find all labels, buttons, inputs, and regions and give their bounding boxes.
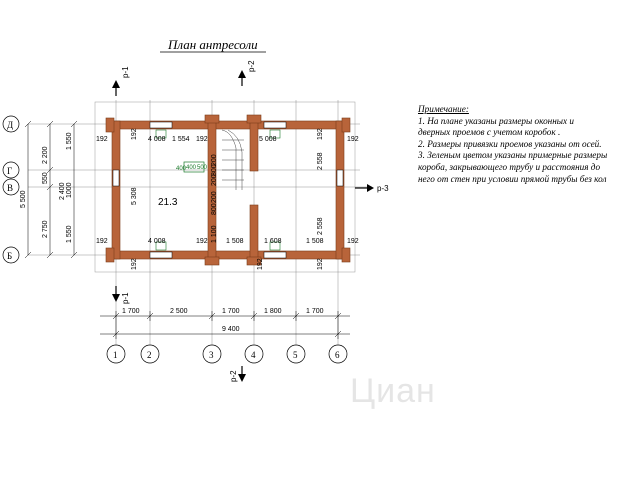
dim-192-r2: 192 <box>317 258 324 270</box>
left-outer-dim: 5 500 <box>20 190 27 208</box>
bottom-dim-total: 9 400 <box>222 326 240 333</box>
left-sub-2400: 2 400 <box>59 182 66 200</box>
green-dim-400: 400 <box>176 166 187 172</box>
dim-bot-win3: 1 608 <box>264 238 282 245</box>
bottom-dim-1: 1 700 <box>122 308 140 315</box>
green-dim-500: 500 <box>197 165 208 171</box>
axis-label-4: 4 <box>251 350 256 360</box>
section-p1-bottom: р-1 <box>121 292 130 304</box>
section-p2-bottom: р-2 <box>229 370 238 382</box>
stair-dim-5: 200 <box>211 191 218 203</box>
axis-label-d: Д <box>7 120 14 130</box>
dim-192-tl: 192 <box>96 136 108 143</box>
left-dim-550: 550 <box>42 172 49 184</box>
axis-label-g: Г <box>7 166 13 176</box>
stair-dim-3: 200 <box>211 154 218 166</box>
stair-dim-6: 1 100 <box>211 225 218 243</box>
bottom-dim-2: 2 500 <box>170 308 188 315</box>
green-dim-400b: 400 <box>186 165 197 171</box>
dim-bot-win1: 4 008 <box>148 238 166 245</box>
dim-192-tr: 192 <box>347 136 359 143</box>
dim-top-win2: 5 008 <box>259 136 277 143</box>
left-sub-1550a: 1 550 <box>66 132 73 150</box>
dim-192-v1: 192 <box>131 128 138 140</box>
dim-top-win1b: 1 554 <box>172 136 190 143</box>
notes-line-2: дверных проемов с учетом коробок . <box>418 127 561 138</box>
notes-line-3: 2. Размеры привязки проемов указаны от осей. <box>418 138 602 149</box>
bottom-dim-5: 1 700 <box>306 308 324 315</box>
stair-dim-1: 200 <box>211 174 218 186</box>
left-dim-2750: 2 750 <box>42 220 49 238</box>
axis-label-b: Б <box>7 251 13 261</box>
notes-block <box>418 104 640 185</box>
notes-line-1: 1. На плане указаны размеры оконных и <box>418 115 574 126</box>
axis-label-v: В <box>7 183 14 193</box>
notes-heading: Примечание: <box>418 104 469 114</box>
dim-inner-5308: 5 308 <box>131 187 138 205</box>
stair-dim-2: 800 <box>211 164 218 176</box>
dim-192-br: 192 <box>347 238 359 245</box>
dim-192-r1: 192 <box>317 128 324 140</box>
dim-bot-win2: 1 508 <box>226 238 244 245</box>
notes-line-6: него от стен при условии прямой трубы без кол <box>418 173 607 184</box>
left-sub-1000: 1000 <box>66 182 73 198</box>
axis-label-1: 1 <box>113 350 118 360</box>
dim-top-win1: 4 008 <box>148 136 166 143</box>
axis-label-6: 6 <box>335 350 340 360</box>
plan-title: План антресоли <box>168 37 258 52</box>
section-p3: р-3 <box>377 184 389 193</box>
dim-192-bl: 192 <box>96 238 108 245</box>
dim-right-2558a: 2 558 <box>317 152 324 170</box>
section-p2-top: р-2 <box>247 60 256 72</box>
dim-192-s1: 192 <box>257 258 264 270</box>
bottom-dim-3: 1 700 <box>222 308 240 315</box>
dim-192-bm: 192 <box>196 238 208 245</box>
room-area: 21.3 <box>158 197 178 208</box>
dim-192-v2: 192 <box>131 258 138 270</box>
notes-line-4: 3. Зеленым цветом указаны примерные размеры <box>418 150 608 161</box>
bottom-dim-4: 1 800 <box>264 308 282 315</box>
left-dim-2200: 2 200 <box>42 146 49 164</box>
dim-bot-win4: 1 508 <box>306 238 324 245</box>
dim-192-tm: 192 <box>196 136 208 143</box>
axis-label-2: 2 <box>147 350 152 360</box>
stair-dim-4: 800 <box>211 203 218 215</box>
watermark: Циан <box>350 372 436 410</box>
notes-line-5: короба, закрывающего трубу и расстояния до <box>418 161 601 172</box>
axis-label-5: 5 <box>293 350 298 360</box>
left-sub-1550b: 1 550 <box>66 225 73 243</box>
dim-right-2558b: 2 558 <box>317 217 324 235</box>
axis-label-3: 3 <box>209 350 214 360</box>
section-p1-top: р-1 <box>121 66 130 78</box>
